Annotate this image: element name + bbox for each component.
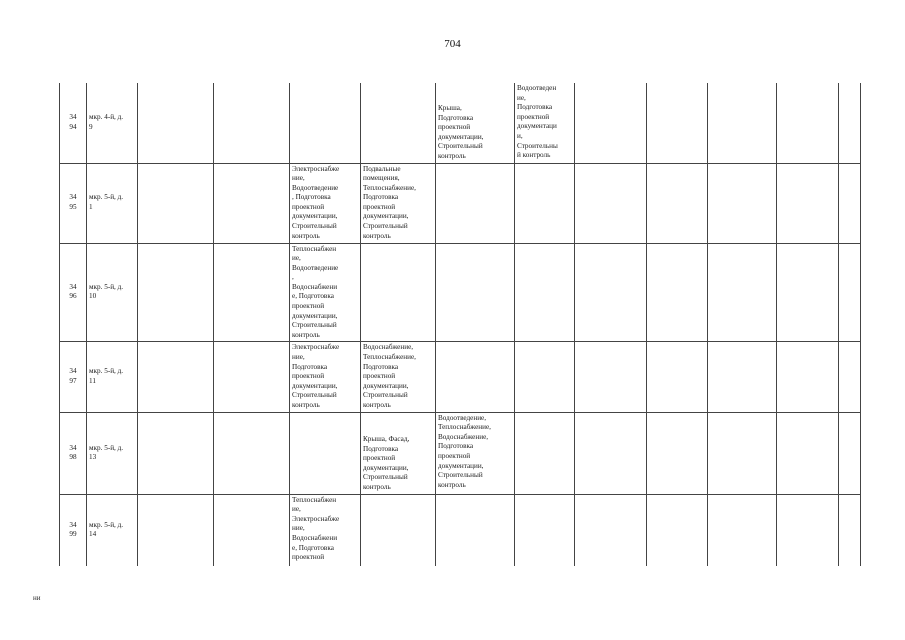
- cell-col-8: [515, 494, 575, 566]
- address-cell: мкр. 5-й, д. 10: [87, 243, 138, 342]
- cell-col-7: Водоотведение, Теплоснабжение, Водоснабжение, Подготовка проектной документации, Строительный контроль: [436, 412, 515, 494]
- cell-col-10: [647, 83, 708, 163]
- cell-col-4: [214, 494, 290, 566]
- footer-mark: ни: [33, 594, 41, 602]
- cell-col-9: [575, 163, 647, 243]
- row-number-cell: 34 99: [60, 494, 87, 566]
- cell-col-12: [777, 494, 839, 566]
- page-number: 704: [444, 38, 461, 50]
- cell-col-8: [515, 412, 575, 494]
- cell-col-11: [708, 243, 777, 342]
- cell-col-7: [436, 342, 515, 412]
- cell-col-6: Подвальные помещения, Теплоснабжение, Подготовка проектной документации, Строительный контроль: [361, 163, 436, 243]
- cell-col-4: [214, 83, 290, 163]
- cell-col-12: [777, 163, 839, 243]
- cell-col-3: [138, 412, 214, 494]
- cell-col-5: Теплоснабжен ие, Водоотведение , Водоснабжени е, Подготовка проектной документации, Строительный контроль: [290, 243, 361, 342]
- table-row: [60, 163, 861, 243]
- cell-col-13: [839, 83, 861, 163]
- cell-col-13: [839, 163, 861, 243]
- cell-col-6: Водоснабжение, Теплоснабжение, Подготовка проектной документации, Строительный контроль: [361, 342, 436, 412]
- cell-col-8: [515, 163, 575, 243]
- cell-col-11: [708, 412, 777, 494]
- cell-col-3: [138, 494, 214, 566]
- cell-col-9: [575, 243, 647, 342]
- cell-col-6: [361, 494, 436, 566]
- cell-col-11: [708, 494, 777, 566]
- cell-col-4: [214, 243, 290, 342]
- table-row: [60, 494, 861, 566]
- cell-col-12: [777, 412, 839, 494]
- cell-col-9: [575, 342, 647, 412]
- row-number-cell: 34 96: [60, 243, 87, 342]
- row-number-cell: 34 98: [60, 412, 87, 494]
- cell-col-13: [839, 243, 861, 342]
- address-cell: мкр. 5-й, д. 14: [87, 494, 138, 566]
- cell-col-3: [138, 243, 214, 342]
- cell-col-12: [777, 243, 839, 342]
- row-number-cell: 34 95: [60, 163, 87, 243]
- cell-col-7: Крыша, Подготовка проектной документации, Строительный контроль: [436, 83, 515, 163]
- cell-col-3: [138, 342, 214, 412]
- cell-col-6: Крыша, Фасад, Подготовка проектной документации, Строительный контроль: [361, 412, 436, 494]
- row-number-cell: 34 97: [60, 342, 87, 412]
- cell-col-8: [515, 342, 575, 412]
- cell-col-13: [839, 342, 861, 412]
- cell-col-10: [647, 342, 708, 412]
- cell-col-9: [575, 412, 647, 494]
- cell-col-13: [839, 412, 861, 494]
- address-cell: мкр. 5-й, д. 1: [87, 163, 138, 243]
- cell-col-3: [138, 83, 214, 163]
- cell-col-5: Теплоснабжен ие, Электроснабже ние, Водоснабжени е, Подготовка проектной: [290, 494, 361, 566]
- cell-col-6: [361, 243, 436, 342]
- cell-col-11: [708, 163, 777, 243]
- cell-col-11: [708, 83, 777, 163]
- cell-col-5: Электроснабже ние, Водоотведение , Подготовка проектной документации, Строительный контроль: [290, 163, 361, 243]
- cell-col-5: [290, 83, 361, 163]
- cell-col-7: [436, 243, 515, 342]
- cell-col-9: [575, 83, 647, 163]
- cell-col-10: [647, 494, 708, 566]
- cell-col-4: [214, 342, 290, 412]
- cell-col-6: [361, 83, 436, 163]
- cell-col-5: Электроснабже ние, Подготовка проектной документации, Строительный контроль: [290, 342, 361, 412]
- cell-col-12: [777, 342, 839, 412]
- address-cell: мкр. 5-й, д. 11: [87, 342, 138, 412]
- cell-col-12: [777, 83, 839, 163]
- table-row: [60, 342, 861, 412]
- table-row: [60, 243, 861, 342]
- cell-col-10: [647, 412, 708, 494]
- cell-col-4: [214, 163, 290, 243]
- table-row: [60, 83, 861, 163]
- cell-col-8: [515, 243, 575, 342]
- cell-col-9: [575, 494, 647, 566]
- cell-col-7: [436, 163, 515, 243]
- cell-col-7: [436, 494, 515, 566]
- work-schedule-table: [59, 83, 861, 566]
- address-cell: мкр. 5-й, д. 13: [87, 412, 138, 494]
- cell-col-5: [290, 412, 361, 494]
- cell-col-10: [647, 243, 708, 342]
- cell-col-8: Водоотведен ие, Подготовка проектной документаци и, Строительны й контроль: [515, 83, 575, 163]
- row-number-cell: 34 94: [60, 83, 87, 163]
- cell-col-3: [138, 163, 214, 243]
- cell-col-11: [708, 342, 777, 412]
- cell-col-10: [647, 163, 708, 243]
- table-row: [60, 412, 861, 494]
- cell-col-13: [839, 494, 861, 566]
- address-cell: мкр. 4-й, д. 9: [87, 83, 138, 163]
- cell-col-4: [214, 412, 290, 494]
